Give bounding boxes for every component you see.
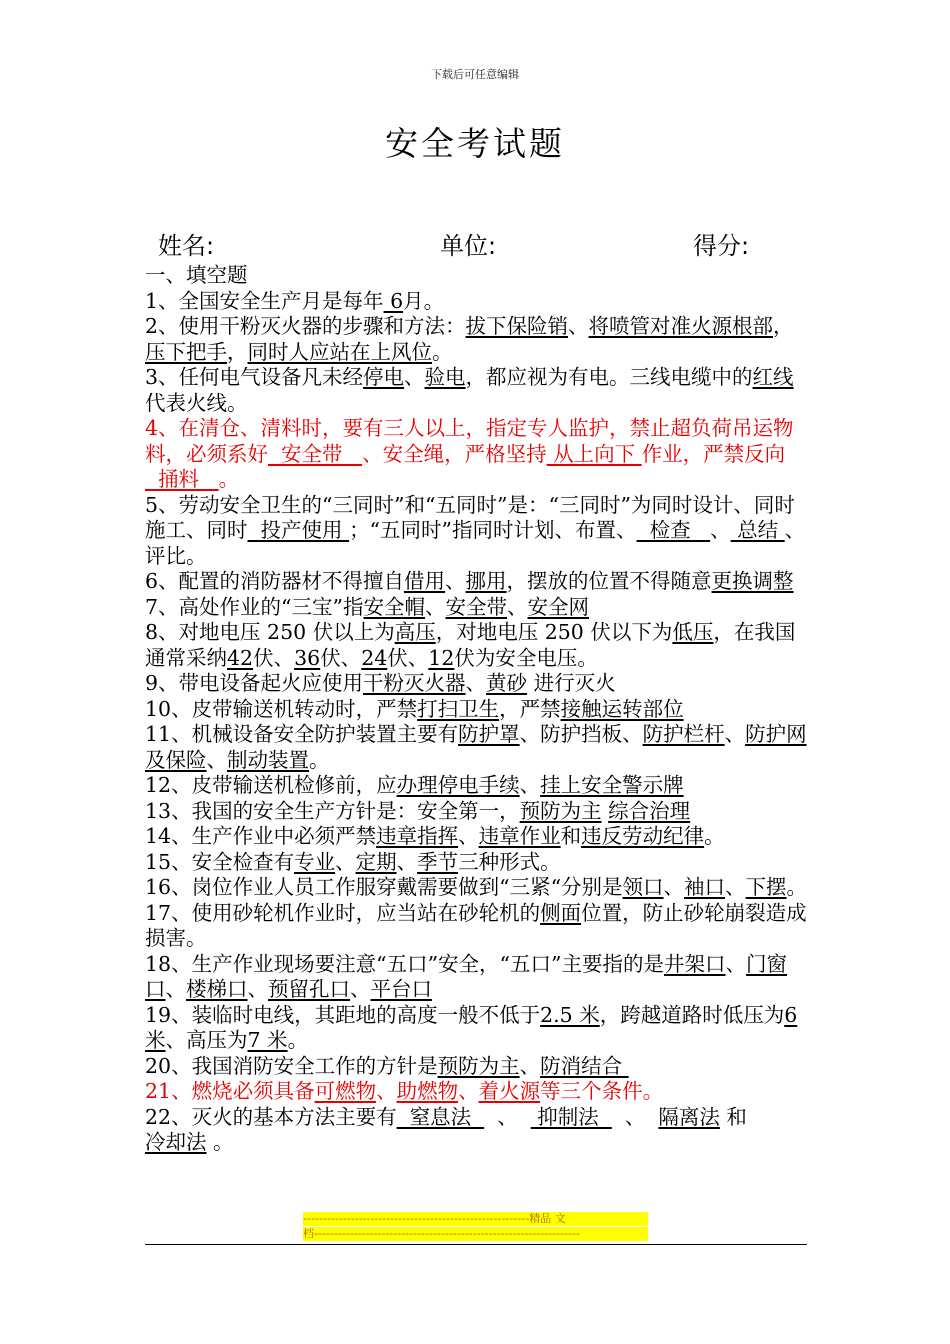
answer: 着火源 (478, 1079, 541, 1103)
answer: 抑制法 (530, 1104, 612, 1129)
answer: 制动装置 (227, 747, 309, 772)
answer: 防护栏杆 (642, 722, 725, 746)
answer: 预留孔口 (268, 977, 350, 1001)
answer: 总结 (730, 518, 785, 542)
question-9: 9、带电设备起火应使用干粉灭火器、黄砂 进行灭火 (145, 671, 616, 695)
answer: 违章指挥 (376, 824, 459, 848)
answer: 6 (383, 288, 404, 313)
answer: 防护网及保险 (145, 722, 807, 772)
answer: 24 (361, 645, 388, 670)
answer: 从上向下 (546, 441, 642, 466)
answer: 领口 (622, 875, 664, 899)
answer: 楼梯口 (186, 977, 248, 1001)
answer: 检查 (636, 518, 711, 542)
header-note: 下载后可任意编辑 (431, 68, 519, 81)
question-18: 18、生产作业现场要注意“五口”安全，“五口”主要指的是井架口、门窗口、楼梯口、预留孔口、平台口 (145, 951, 788, 1001)
question-5: 5、劳动安全卫生的“三同时”和“五同时”是：“三同时”为同时设计、同时施工、同时 投产使用 ；“五同时”指同时计划、布置、 检查 、 总结 、评比。 (145, 492, 806, 568)
unit-label: 单位: (440, 232, 497, 260)
answer: 停电 (363, 365, 405, 389)
question-12: 12、皮带输送机检修前，应办理停电手续、挂上安全警示牌 (145, 773, 684, 797)
answer: 36 (294, 645, 321, 670)
answer: 投产使用 (247, 518, 350, 542)
answer: 红线 (752, 365, 794, 389)
answer: 捅料 (145, 467, 219, 491)
question-11: 11、机械设备安全防护装置主要有防护罩、防护挡板、防护栏杆、防护网及保险、制动装置。 (145, 722, 807, 772)
answer: 挪用 (465, 569, 507, 593)
answer: 门窗口 (145, 951, 788, 1001)
answer: 违反劳动纪律 (581, 824, 705, 848)
answer: 干粉灭火器 (363, 671, 466, 695)
answer: 井架口 (664, 951, 726, 976)
answer: 隔离法 (658, 1104, 720, 1129)
answer: 安全带 (268, 441, 363, 466)
answer: 将喷管对准火源根部 (588, 314, 774, 338)
answer: 窒息法 (396, 1104, 485, 1129)
answer: 预防为主 (519, 798, 602, 823)
answer: 冷却法 (145, 1130, 207, 1154)
answer: 高压 (394, 620, 436, 644)
info-row (158, 226, 808, 260)
answer: 袖口 (684, 875, 726, 899)
question-20: 20、我国消防安全工作的方针是预防为主、防消结合 (145, 1053, 629, 1078)
question-19: 19、装临时电线，其距地的高度一般不低于2.5 米，跨越道路时低压为6 米、高压为7 米。 (145, 1002, 798, 1052)
footer-watermark-line1: ---------------------------------------------------------精品 文 (303, 1212, 648, 1226)
question-14: 14、生产作业中必须严禁违章指挥、违章作业和违反劳动纪律。 (145, 824, 725, 848)
name-label: 姓名: (158, 232, 215, 260)
answer: 违章作业 (478, 824, 561, 848)
answer: 安全帽 (363, 594, 426, 619)
question-2: 2、使用干粉灭火器的步骤和方法：拔下保险销、将喷管对准火源根部，压下把手，同时人应站在上风位。 (145, 314, 794, 364)
question-list (145, 263, 810, 1156)
answer: 综合治理 (608, 798, 691, 823)
answer: 12 (428, 645, 455, 670)
answer: 预防为主 (437, 1053, 520, 1078)
question-17: 17、使用砂轮机作业时，应当站在砂轮机的侧面位置，防止砂轮崩裂造成损害。 (145, 900, 807, 950)
answer: 更换调整 (711, 569, 794, 593)
question-15: 15、安全检查有专业、定期、季节三种形式。 (145, 849, 561, 874)
question-3: 3、任何电气设备凡未经停电、验电，都应视为有电。三线电缆中的红线代表火线。 (145, 365, 794, 415)
answer: 同时人应站在上风位 (247, 339, 432, 364)
answer: 下摆 (745, 875, 787, 899)
score-label: 得分: (693, 232, 750, 260)
answer: 助燃物 (396, 1079, 459, 1103)
question-4: 4、在清仓、清料时，要有三人以上，指定专人监护，禁止超负荷吊运物料，必须系好 安全带 、安全绳，严格坚持 从上向下 作业，严禁反向 捅料 。 (145, 416, 794, 491)
answer: 打扫卫生 (417, 696, 500, 721)
answer: 2.5 米 (540, 1002, 600, 1027)
answer: 安全带 (445, 594, 508, 619)
answer: 黄砂 (486, 671, 528, 695)
question-21: 21、燃烧必须具备可燃物、助燃物、着火源等三个条件。 (145, 1079, 664, 1103)
section-heading: 一、填空题 (145, 263, 248, 287)
answer: 防护罩 (458, 722, 520, 746)
page-title: 安全考试题 (385, 124, 565, 163)
question-10: 10、皮带输送机转动时，严禁打扫卫生，严禁接触运转部位 (145, 696, 684, 721)
question-22: 22、灭火的基本方法主要有 窒息法 、 抑制法 、 隔离法 和 冷却法 。 (145, 1104, 754, 1154)
answer: 定期 (355, 849, 397, 874)
footer-divider (145, 1244, 807, 1245)
answer: 验电 (424, 365, 466, 389)
answer: 低压 (672, 620, 714, 644)
answer: 7 米 (247, 1028, 288, 1052)
question-13: 13、我国的安全生产方针是：安全第一，预防为主 综合治理 (145, 798, 691, 823)
answer: 可燃物 (314, 1079, 377, 1103)
answer: 挂上安全警示牌 (540, 773, 684, 797)
answer: 专业 (294, 849, 336, 874)
answer: 防消结合 (540, 1053, 629, 1078)
question-1: 1、全国安全生产月是每年 6月。 (145, 288, 445, 313)
answer: 办理停电手续 (396, 773, 520, 797)
answer: 安全网 (527, 594, 590, 619)
question-8: 8、对地电压 250 伏以上为高压，对地电压 250 伏以下为低压，在我国通常采纳42伏、36伏、24伏、12伏为安全电压。 (145, 620, 796, 670)
answer: 侧面 (540, 900, 582, 925)
answer: 6 米 (145, 1002, 798, 1052)
answer: 借用 (404, 569, 446, 593)
answer: 42 (227, 645, 254, 670)
answer: 平台口 (370, 977, 432, 1001)
answer: 压下把手 (145, 339, 227, 364)
answer: 季节 (417, 849, 459, 874)
footer-watermark-line2: 档------------------------------------------------------------------- (303, 1227, 648, 1241)
answer: 接触运转部位 (560, 696, 684, 721)
answer: 拔下保险销 (465, 314, 569, 338)
question-16: 16、岗位作业人员工作服穿戴需要做到“三紧“分别是领口、袖口、下摆。 (145, 875, 808, 899)
question-7: 7、高处作业的“三宝”指安全帽、安全带、安全网 (145, 594, 590, 619)
question-6: 6、配置的消防器材不得擅自借用、挪用，摆放的位置不得随意更换调整 (145, 569, 794, 593)
